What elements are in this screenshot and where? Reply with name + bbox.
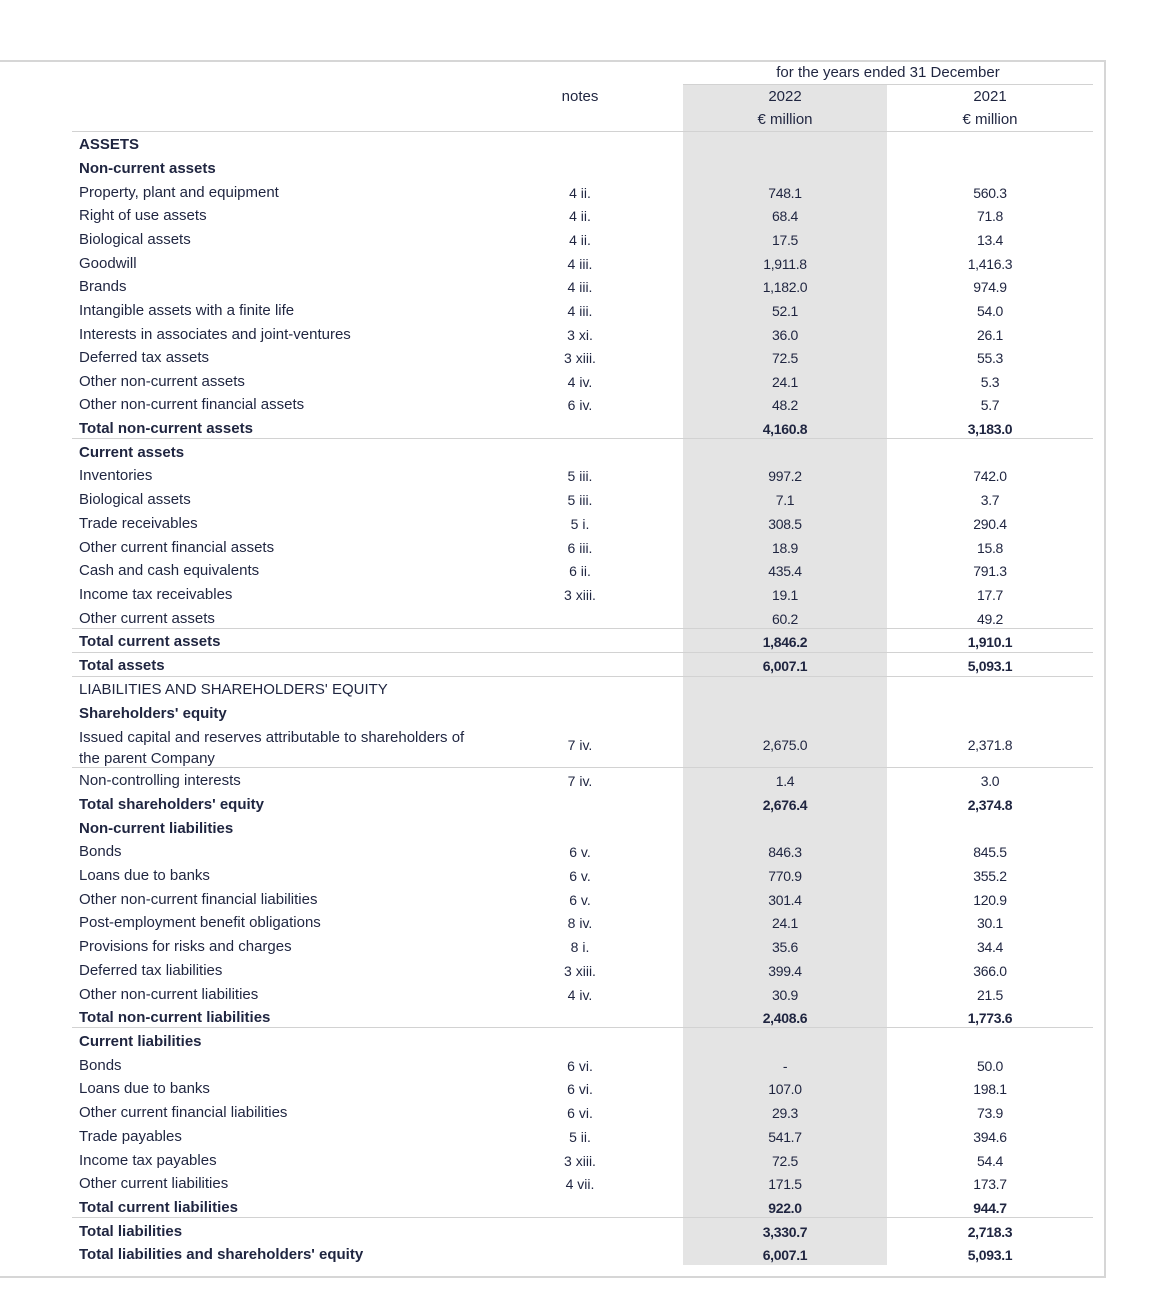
table-row bbox=[0, 206, 1149, 230]
row-note: 4 ii. bbox=[569, 208, 591, 224]
row-label: Total non-current liabilities bbox=[79, 1009, 271, 1026]
value-2022: 2,675.0 bbox=[762, 737, 808, 753]
table-row bbox=[0, 913, 1149, 937]
table-row-total bbox=[0, 1222, 1149, 1246]
value-2021: 173.7 bbox=[973, 1176, 1007, 1192]
row-note: 5 i. bbox=[570, 516, 590, 532]
value-2021: 974.9 bbox=[973, 279, 1007, 295]
value-2022: 3,330.7 bbox=[762, 1224, 808, 1240]
table-row bbox=[0, 230, 1149, 254]
row-label: Other non-current assets bbox=[79, 373, 245, 390]
row-label: Cash and cash equivalents bbox=[79, 562, 260, 579]
value-2021: 71.8 bbox=[976, 208, 1004, 224]
row-label: Non-current liabilities bbox=[79, 820, 234, 837]
row-label: Trade receivables bbox=[79, 515, 198, 532]
row-note: 6 v. bbox=[569, 892, 591, 908]
value-2021: 15.8 bbox=[976, 540, 1004, 556]
value-2022: 107.0 bbox=[768, 1081, 802, 1097]
value-2022: 997.2 bbox=[768, 468, 802, 484]
unit-2021-header: € million bbox=[962, 111, 1018, 128]
value-2021: 845.5 bbox=[973, 844, 1007, 860]
table-row bbox=[0, 514, 1149, 538]
table-row bbox=[0, 890, 1149, 914]
value-2021: 394.6 bbox=[973, 1129, 1007, 1145]
table-row bbox=[0, 277, 1149, 301]
table-row bbox=[0, 183, 1149, 207]
table-row bbox=[0, 301, 1149, 325]
row-note: 7 iv. bbox=[567, 773, 593, 789]
value-2021: 290.4 bbox=[973, 516, 1007, 532]
row-note: 5 ii. bbox=[569, 1129, 591, 1145]
row-note: 4 iv. bbox=[567, 987, 593, 1003]
table-row bbox=[0, 866, 1149, 890]
row-note: 6 iv. bbox=[567, 397, 593, 413]
row-label: Brands bbox=[79, 278, 127, 295]
value-2021: 198.1 bbox=[973, 1081, 1007, 1097]
row-note: 4 iii. bbox=[567, 256, 593, 272]
row-label: Intangible assets with a finite life bbox=[79, 302, 295, 319]
row-note: 5 iii. bbox=[567, 468, 593, 484]
row-note: 4 iv. bbox=[567, 374, 593, 390]
table-row bbox=[0, 1032, 1149, 1056]
row-label: Non-controlling interests bbox=[79, 772, 241, 789]
row-note: 7 iv. bbox=[567, 737, 593, 753]
row-label: Bonds bbox=[79, 1057, 122, 1074]
value-2022: 29.3 bbox=[771, 1105, 799, 1121]
table-row bbox=[0, 985, 1149, 1009]
value-2022: 30.9 bbox=[771, 987, 799, 1003]
value-2021: 2,371.8 bbox=[967, 737, 1013, 753]
row-label: Non-current assets bbox=[79, 160, 216, 177]
table-row bbox=[0, 609, 1149, 633]
value-2022: 1.4 bbox=[775, 773, 795, 789]
value-2021: 5,093.1 bbox=[967, 1247, 1013, 1263]
header-bottom-divider bbox=[72, 131, 1093, 132]
table-row bbox=[0, 680, 1149, 704]
value-2022: 68.4 bbox=[771, 208, 799, 224]
row-note: 3 xi. bbox=[567, 327, 593, 343]
row-label: Total liabilities bbox=[79, 1223, 183, 1240]
value-2022: 2,408.6 bbox=[762, 1010, 808, 1026]
row-note: 3 xiii. bbox=[564, 963, 596, 979]
value-2022: 922.0 bbox=[768, 1200, 802, 1216]
row-label: Current liabilities bbox=[79, 1033, 202, 1050]
value-2021: 13.4 bbox=[976, 232, 1004, 248]
table-row bbox=[0, 704, 1149, 728]
value-2022: 2,676.4 bbox=[762, 797, 808, 813]
unit-2022-header: € million bbox=[757, 111, 813, 128]
row-label: Deferred tax liabilities bbox=[79, 962, 223, 979]
value-2021: 791.3 bbox=[973, 563, 1007, 579]
row-label: Loans due to banks bbox=[79, 867, 210, 884]
table-row bbox=[0, 1174, 1149, 1198]
value-2022: 7.1 bbox=[775, 492, 795, 508]
row-label: Property, plant and equipment bbox=[79, 184, 279, 201]
row-label: Other current financial assets bbox=[79, 539, 275, 556]
value-2021: 944.7 bbox=[973, 1200, 1007, 1216]
value-2021: 17.7 bbox=[976, 587, 1004, 603]
table-row bbox=[0, 585, 1149, 609]
value-2022: 846.3 bbox=[768, 844, 802, 860]
row-note: 6 vi. bbox=[567, 1081, 593, 1097]
value-2022: 35.6 bbox=[771, 939, 799, 955]
value-2022: 6,007.1 bbox=[762, 1247, 808, 1263]
value-2021: 50.0 bbox=[976, 1058, 1004, 1074]
row-label: Bonds bbox=[79, 843, 122, 860]
value-2022: 399.4 bbox=[768, 963, 802, 979]
row-label: Total assets bbox=[79, 657, 165, 674]
row-note: 4 ii. bbox=[569, 232, 591, 248]
row-label: Current assets bbox=[79, 444, 185, 461]
value-2022: 18.9 bbox=[771, 540, 799, 556]
row-label: Total current liabilities bbox=[79, 1199, 238, 1216]
value-2022: 301.4 bbox=[768, 892, 802, 908]
row-note: 3 xiii. bbox=[564, 1153, 596, 1169]
row-note: 4 iii. bbox=[567, 303, 593, 319]
value-2021: 742.0 bbox=[973, 468, 1007, 484]
period-caption: for the years ended 31 December bbox=[776, 64, 1000, 81]
table-row bbox=[0, 254, 1149, 278]
row-label: Inventories bbox=[79, 467, 153, 484]
row-note: 3 xiii. bbox=[564, 587, 596, 603]
value-2021: 2,718.3 bbox=[967, 1224, 1013, 1240]
row-note: 6 ii. bbox=[569, 563, 591, 579]
row-label: Total shareholders' equity bbox=[79, 796, 264, 813]
row-label: Provisions for risks and charges bbox=[79, 938, 292, 955]
table-row bbox=[0, 490, 1149, 514]
row-label: Deferred tax assets bbox=[79, 349, 210, 366]
row-note: 6 vi. bbox=[567, 1105, 593, 1121]
value-2022: 72.5 bbox=[771, 1153, 799, 1169]
table-row bbox=[0, 1103, 1149, 1127]
value-2021: 560.3 bbox=[973, 185, 1007, 201]
table-row bbox=[0, 819, 1149, 843]
table-row-total bbox=[0, 1198, 1149, 1222]
value-2022: 4,160.8 bbox=[762, 421, 808, 437]
value-2022: 36.0 bbox=[771, 327, 799, 343]
table-row bbox=[0, 538, 1149, 562]
table-row-total bbox=[0, 1008, 1149, 1032]
value-2021: 21.5 bbox=[976, 987, 1004, 1003]
table-row-total bbox=[0, 1245, 1149, 1269]
row-label: Income tax payables bbox=[79, 1152, 217, 1169]
row-label: Other current financial liabilities bbox=[79, 1104, 288, 1121]
value-2021: 366.0 bbox=[973, 963, 1007, 979]
table-row bbox=[0, 842, 1149, 866]
table-row bbox=[0, 348, 1149, 372]
value-2022: 24.1 bbox=[771, 915, 799, 931]
row-label: Other non-current financial assets bbox=[79, 396, 305, 413]
table-row bbox=[0, 961, 1149, 985]
table-row-total bbox=[0, 656, 1149, 680]
table-row-total bbox=[0, 632, 1149, 656]
value-2022: 24.1 bbox=[771, 374, 799, 390]
table-row bbox=[0, 727, 1149, 769]
row-label: Biological assets bbox=[79, 231, 191, 248]
row-note: 4 iii. bbox=[567, 279, 593, 295]
row-label: Income tax receivables bbox=[79, 586, 233, 603]
row-note: 5 iii. bbox=[567, 492, 593, 508]
value-2021: 5.7 bbox=[980, 397, 1000, 413]
value-2021: 54.4 bbox=[976, 1153, 1004, 1169]
value-2022: 1,911.8 bbox=[763, 256, 807, 272]
value-2021: 5.3 bbox=[980, 374, 1000, 390]
row-label: Shareholders' equity bbox=[79, 705, 227, 722]
table-row bbox=[0, 561, 1149, 585]
value-2021: 3,183.0 bbox=[967, 421, 1013, 437]
value-2021: 73.9 bbox=[976, 1105, 1004, 1121]
row-note: 4 vii. bbox=[565, 1176, 595, 1192]
value-2022: 171.5 bbox=[768, 1176, 802, 1192]
row-note: 4 ii. bbox=[569, 185, 591, 201]
value-2022: 1,846.2 bbox=[762, 634, 808, 650]
row-label: LIABILITIES AND SHAREHOLDERS' EQUITY bbox=[79, 681, 388, 698]
value-2022: 19.1 bbox=[771, 587, 799, 603]
value-2021: 34.4 bbox=[976, 939, 1004, 955]
table-row bbox=[0, 159, 1149, 183]
table-row bbox=[0, 771, 1149, 795]
table-row-total bbox=[0, 419, 1149, 443]
row-label: Right of use assets bbox=[79, 207, 207, 224]
row-label: Total non-current assets bbox=[79, 420, 253, 437]
table-row bbox=[0, 395, 1149, 419]
row-note: 6 v. bbox=[569, 868, 591, 884]
row-label: Total current assets bbox=[79, 633, 221, 650]
value-2022: 541.7 bbox=[768, 1129, 802, 1145]
value-2022: 48.2 bbox=[771, 397, 799, 413]
row-label: Biological assets bbox=[79, 491, 191, 508]
table-row-total bbox=[0, 795, 1149, 819]
row-note: 6 v. bbox=[569, 844, 591, 860]
value-2022: 1,182.0 bbox=[762, 279, 808, 295]
value-2022: 748.1 bbox=[768, 185, 802, 201]
row-note: 6 vi. bbox=[567, 1058, 593, 1074]
value-2022: 72.5 bbox=[771, 350, 799, 366]
row-label: Trade payables bbox=[79, 1128, 182, 1145]
value-2021: 3.0 bbox=[980, 773, 1000, 789]
row-label: Other current liabilities bbox=[79, 1175, 229, 1192]
table-row bbox=[0, 443, 1149, 467]
value-2021: 120.9 bbox=[973, 892, 1007, 908]
row-label: Other non-current liabilities bbox=[79, 986, 259, 1003]
row-label: Other current assets bbox=[79, 610, 215, 627]
value-2021: 1,910.1 bbox=[967, 634, 1013, 650]
value-2021: 54.0 bbox=[976, 303, 1004, 319]
value-2022: 308.5 bbox=[768, 516, 802, 532]
value-2021: 55.3 bbox=[976, 350, 1004, 366]
row-label: Post-employment benefit obligations bbox=[79, 914, 321, 931]
table-row bbox=[0, 135, 1149, 159]
table-row bbox=[0, 466, 1149, 490]
value-2022: 17.5 bbox=[771, 232, 799, 248]
value-2022: 435.4 bbox=[768, 563, 802, 579]
table-row bbox=[0, 325, 1149, 349]
row-label: Other non-current financial liabilities bbox=[79, 891, 318, 908]
table-row bbox=[0, 937, 1149, 961]
value-2021: 3.7 bbox=[980, 492, 1000, 508]
value-2022: - bbox=[782, 1058, 788, 1074]
row-note: 8 i. bbox=[570, 939, 590, 955]
value-2021: 1,773.6 bbox=[967, 1010, 1013, 1026]
value-2022: 52.1 bbox=[771, 303, 799, 319]
value-2022: 6,007.1 bbox=[762, 658, 808, 674]
row-label: Issued capital and reserves attributable to shareholders of the parent Company bbox=[79, 729, 465, 767]
notes-header: notes bbox=[561, 88, 599, 105]
row-note: 8 iv. bbox=[567, 915, 593, 931]
table-row bbox=[0, 1079, 1149, 1103]
value-2021: 5,093.1 bbox=[967, 658, 1013, 674]
value-2021: 2,374.8 bbox=[967, 797, 1013, 813]
row-label: Goodwill bbox=[79, 255, 137, 272]
year-2021-header: 2021 bbox=[973, 88, 1007, 105]
table-row bbox=[0, 372, 1149, 396]
value-2021: 26.1 bbox=[976, 327, 1004, 343]
row-note: 6 iii. bbox=[567, 540, 593, 556]
value-2021: 355.2 bbox=[973, 868, 1007, 884]
year-2022-header: 2022 bbox=[768, 88, 802, 105]
value-2022: 60.2 bbox=[771, 611, 799, 627]
table-row bbox=[0, 1151, 1149, 1175]
table-row bbox=[0, 1056, 1149, 1080]
value-2022: 770.9 bbox=[768, 868, 802, 884]
value-2021: 30.1 bbox=[976, 915, 1004, 931]
row-label: ASSETS bbox=[79, 136, 140, 153]
value-2021: 1,416.3 bbox=[967, 256, 1013, 272]
header-divider bbox=[683, 84, 1093, 85]
row-label: Total liabilities and shareholders' equity bbox=[79, 1246, 364, 1263]
row-label: Loans due to banks bbox=[79, 1080, 210, 1097]
value-2021: 49.2 bbox=[976, 611, 1004, 627]
row-label: Interests in associates and joint-ventures bbox=[79, 326, 351, 343]
table-row bbox=[0, 1127, 1149, 1151]
row-note: 3 xiii. bbox=[564, 350, 596, 366]
